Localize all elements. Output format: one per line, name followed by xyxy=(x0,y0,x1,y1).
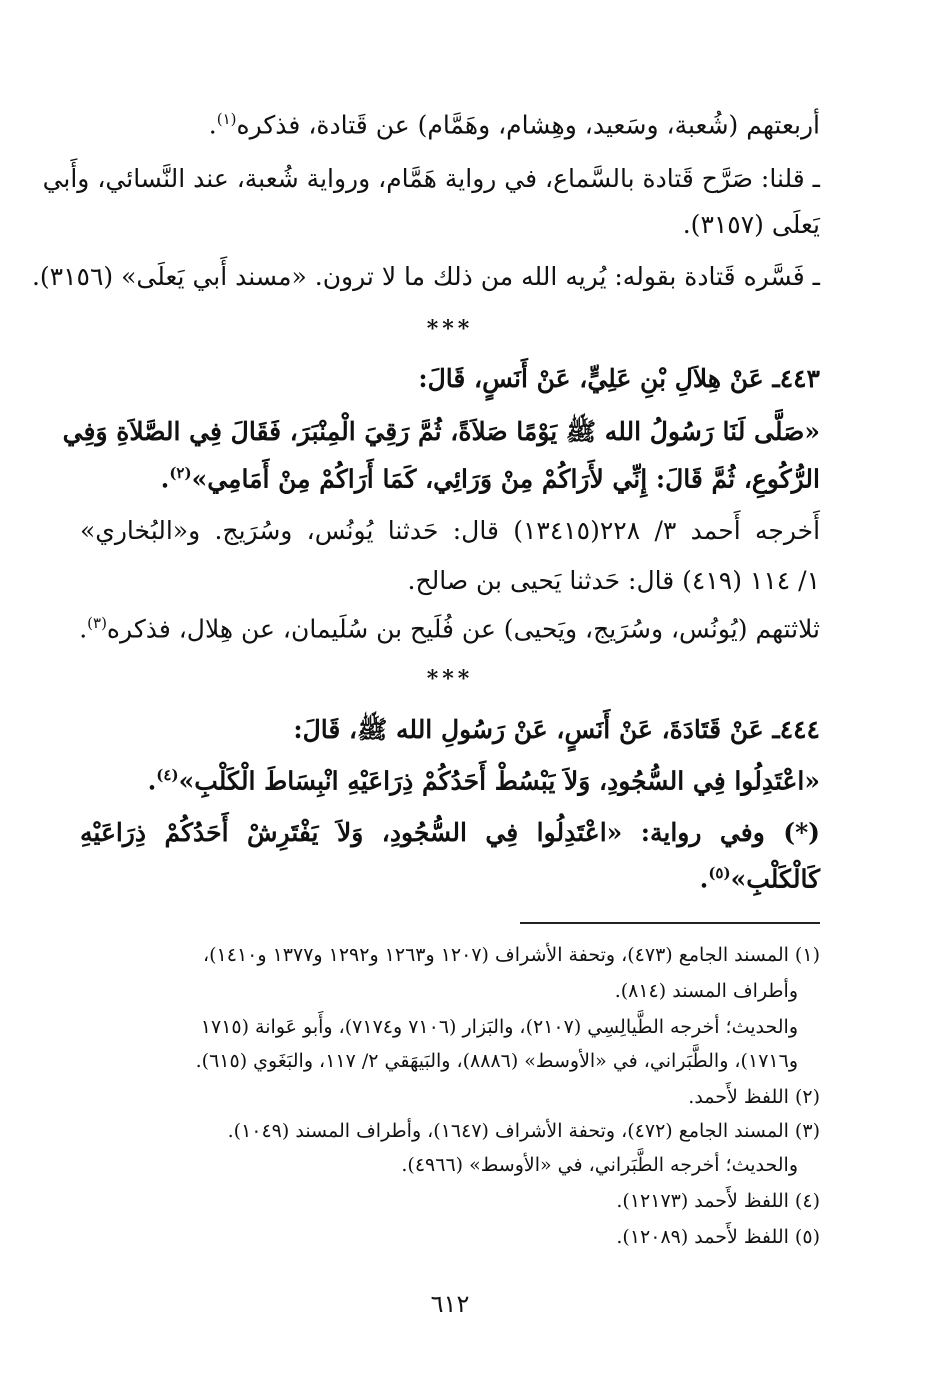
hadith-heading: ٤٤٣ـ عَنْ هِلاَلِ بْنِ عَلِيٍّ، عَنْ أَنَسٍ، قَالَ: xyxy=(418,364,820,393)
footnote-line: (٥) اللفظ لأَحمد (١٢٠٨٩). xyxy=(616,1226,820,1248)
hadith-text-line: كَالْكَلْبِ»$^{(٥)}$. xyxy=(699,864,820,894)
footnote-line: و١٧١٦)، والطَّبَراني، في «الأوسط» (٨٨٨٦)، والبَيهَقي ٢/ ١١٧، والبَغَوي (٦١٥). xyxy=(195,1050,798,1072)
hadith-text-line: «صَلَّى لَنَا رَسُولُ الله ﷺ يَوْمًا صَلاَةً، ثُمَّ رَقِيَ الْمِنْبَرَ، فَقَالَ فِي الصَّلاَةِ وَفِي xyxy=(62,417,820,446)
footnote-ref[interactable]: (٣) xyxy=(87,614,107,632)
footnote-ref[interactable]: (٥) xyxy=(708,864,731,882)
footnote-ref[interactable]: (٤) xyxy=(156,766,179,784)
body-line: أربعتهم (شُعبة، وسَعيد، وهِشام، وهَمَّام) عن قَتادة، فذكره$^{(١)}$. xyxy=(208,110,820,140)
footnote-separator xyxy=(520,922,820,924)
hadith-heading: ٤٤٤ـ عَنْ قَتَادَةَ، عَنْ أَنَسٍ، عَنْ رَسُولِ الله ﷺ، قَالَ: xyxy=(293,715,820,744)
hadith-text-line: (*) وفي رواية: «اعْتَدِلُوا فِي السُّجُودِ، وَلاَ يَفْتَرِشْ أَحَدُكُمْ ذِرَاعَيْهِ xyxy=(80,818,820,847)
takhrij-line: ثلاثتهم (يُونُس، وسُرَيج، ويَحيى) عن فُلَيح بن سُلَيمان، عن هِلال، فذكره$^{(٣)}$. xyxy=(79,614,820,644)
takhrij-line: ١/ ١١٤ (٤١٩) قال: حَدثنا يَحيى بن صالح. xyxy=(407,566,820,595)
footnote-line: (٤) اللفظ لأَحمد (١٢١٧٣). xyxy=(616,1190,820,1212)
footnote-line: (٢) اللفظ لأَحمد. xyxy=(688,1086,820,1108)
hadith-text-line: الرُّكُوعِ، ثُمَّ قَالَ: إِنِّي لأَرَاكُمْ مِنْ وَرَائِي، كَمَا أَرَاكُمْ مِنْ أَمَامِي»$^{(٢)}$. xyxy=(160,464,820,494)
footnote-ref[interactable]: (٢) xyxy=(169,464,192,482)
section-separator: *** xyxy=(426,666,474,692)
footnote-line: والحديث؛ أخرجه الطَّبَراني، في «الأوسط» (٤٩٦٦). xyxy=(401,1154,798,1176)
footnote-line: والحديث؛ أخرجه الطَّيالِسِي (٢١٠٧)، والبَزار (٧١٠٦ و٧١٧٤)، وأَبو عَوانة (١٧١٥ xyxy=(200,1016,798,1038)
footnote-line: (٣) المسند الجامع (٤٧٢)، وتحفة الأشراف (١٦٤٧)، وأطراف المسند (١٠٤٩). xyxy=(227,1120,820,1142)
footnote-line: (١) المسند الجامع (٤٧٣)، وتحفة الأشراف (١٢٠٧ و١٢٦٣ و١٢٩٢ و١٣٧٧ و١٤١٠)، xyxy=(202,944,820,966)
body-line: يَعلَى (٣١٥٧). xyxy=(682,210,820,239)
page xyxy=(31,0,821,1385)
section-separator: *** xyxy=(426,316,474,342)
hadith-text-line: «اعْتَدِلُوا فِي السُّجُودِ، وَلاَ يَبْسُطْ أَحَدُكُمْ ذِرَاعَيْهِ انْبِسَاطَ الْكَلْبِ»$^{(٤)}$. xyxy=(147,766,820,796)
footnote-line: وأطراف المسند (٨١٤). xyxy=(614,980,798,1002)
body-line: ـ قلنا: صَرَّح قَتادة بالسَّماع، في رواية هَمَّام، ورواية شُعبة، عند النَّسائي، وأَبي xyxy=(42,164,820,193)
footnote-ref[interactable]: (١) xyxy=(216,110,237,128)
takhrij-line: أَخرجه أَحمد ٣/ ٢٢٨(١٣٤١٥) قال: حَدثنا يُونُس، وسُرَيج. و«البُخاري» xyxy=(80,516,821,545)
body-line: ـ فَسَّره قَتادة بقوله: يُريه الله من ذلك ما لا ترون. «مسند أَبي يَعلَى» (٣١٥٦). xyxy=(31,262,820,291)
page-number: ٦١٢ xyxy=(430,1290,470,1318)
